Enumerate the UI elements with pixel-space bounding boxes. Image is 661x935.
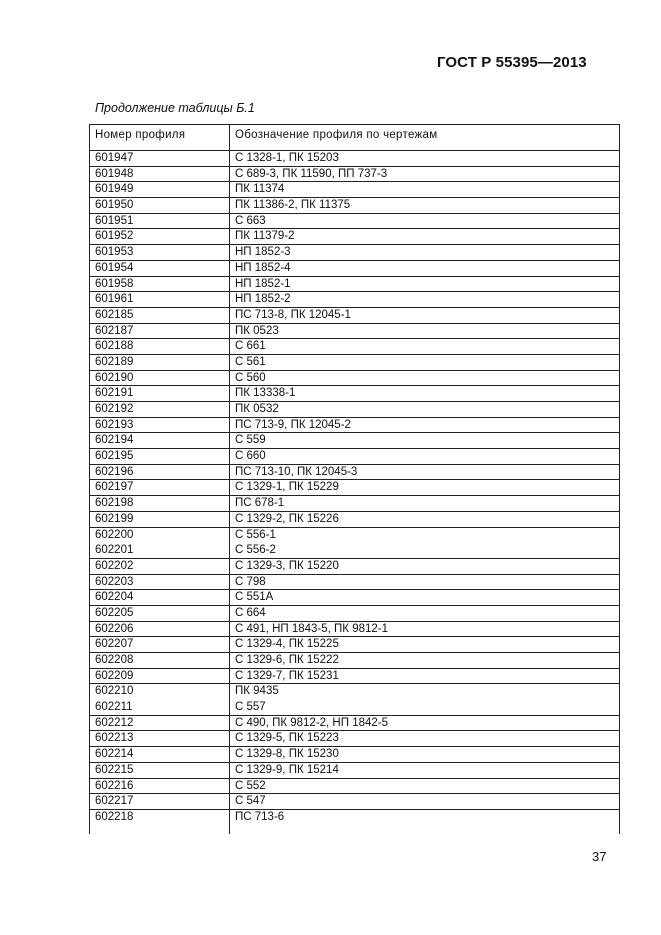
profile-number-cell: 602193 [95, 418, 134, 431]
table-caption: Продолжение таблицы Б.1 [95, 101, 255, 115]
profile-number-cell: 602190 [95, 371, 134, 384]
table-row [90, 779, 619, 795]
profile-number-cell: 602203 [95, 575, 134, 588]
column-header-designation: Обозначение профиля по чертежам [235, 129, 438, 141]
profile-designation-cell: ПК 11379-2 [235, 230, 295, 243]
profile-number-cell: 602216 [95, 779, 134, 792]
profile-designation-cell: С 663 [235, 214, 266, 227]
profile-number-cell: 602212 [95, 716, 134, 729]
profile-designation-cell: ПС 713-9, ПК 12045-2 [235, 418, 351, 431]
profile-designation-cell: С 1329-8, ПК 15230 [235, 748, 339, 761]
profile-number-cell: 602218 [95, 810, 134, 823]
table-row [90, 151, 619, 167]
profile-number-cell: 602188 [95, 340, 134, 353]
table-row [90, 669, 619, 685]
profile-designation-cell: С 1329-1, ПК 15229 [235, 481, 339, 494]
table-row [90, 198, 619, 214]
table-row [90, 559, 619, 575]
profile-number-cell: 602202 [95, 559, 134, 572]
profile-designation-cell: ПК 11386-2, ПК 11375 [235, 199, 351, 212]
profile-number-cell: 602217 [95, 795, 134, 808]
table-row [90, 575, 619, 591]
profile-number-cell: 602215 [95, 763, 134, 776]
table-row [90, 700, 619, 716]
profile-designation-cell: НП 1852-3 [235, 246, 291, 259]
table-row [90, 622, 619, 638]
table-row [90, 433, 619, 449]
table-row [90, 653, 619, 669]
profile-number-cell: 602205 [95, 606, 134, 619]
table-row [90, 355, 619, 371]
profile-designation-cell: НП 1852-2 [235, 293, 291, 306]
table-row [90, 371, 619, 387]
profile-designation-cell: ПК 11374 [235, 183, 285, 196]
profile-designation-cell: С 1329-7, ПК 15231 [235, 669, 339, 682]
profile-designation-cell: НП 1852-1 [235, 277, 291, 290]
profile-number-cell: 601947 [95, 152, 134, 164]
profile-number-cell: 601949 [95, 183, 134, 196]
table-row [90, 167, 619, 183]
profile-designation-cell: С 1329-6, ПК 15222 [235, 654, 339, 666]
profile-designation-cell: С 1329-9, ПК 15214 [235, 763, 339, 776]
profile-number-cell: 601950 [95, 199, 134, 212]
profile-number-cell: 601952 [95, 230, 134, 243]
table-row [90, 606, 619, 622]
profile-designation-cell: ПС 713-10, ПК 12045-3 [235, 465, 358, 478]
table-row [90, 308, 619, 324]
profile-designation-cell: С 547 [235, 795, 266, 808]
profile-number-cell: 602199 [95, 512, 134, 525]
profile-number-cell: 602209 [95, 669, 134, 682]
table-row [90, 402, 619, 418]
profile-designation-cell: С 1329-2, ПК 15226 [235, 512, 339, 525]
page-number: 37 [592, 849, 607, 864]
profile-number-cell: 602204 [95, 591, 134, 604]
table-row [90, 261, 619, 277]
profile-number-cell: 601948 [95, 167, 134, 180]
table-row [90, 763, 619, 779]
profile-designation-cell: С 561 [235, 355, 266, 368]
table-row [90, 528, 619, 544]
table-row [90, 747, 619, 763]
profile-number-cell: 602211 [95, 701, 133, 714]
profile-designation-cell: ПС 678-1 [235, 497, 285, 510]
profile-designation-cell: С 490, ПК 9812-2, НП 1842-5 [235, 716, 389, 729]
table-row [90, 590, 619, 606]
profile-number-cell: 602194 [95, 434, 134, 447]
table-row [90, 449, 619, 465]
table-row [90, 543, 619, 559]
profile-designation-cell: С 560 [235, 371, 266, 384]
profile-designation-cell: С 1329-3, ПК 15220 [235, 559, 339, 572]
profile-number-cell: 602191 [95, 387, 134, 400]
profile-number-cell: 602201 [95, 544, 134, 557]
profile-number-cell: 602214 [95, 748, 134, 761]
table-row [90, 324, 619, 340]
profile-number-cell: 602185 [95, 308, 134, 321]
table-row [90, 339, 619, 355]
profile-number-cell: 601954 [95, 261, 134, 274]
profile-designation-cell: С 1328-1, ПК 15203 [235, 152, 339, 164]
profile-designation-cell: С 556-2 [235, 544, 276, 557]
profile-table [89, 124, 620, 834]
table-row [90, 731, 619, 747]
table-body [90, 151, 619, 826]
profile-number-cell: 602198 [95, 497, 134, 510]
profile-number-cell: 602197 [95, 481, 134, 494]
table-row [90, 496, 619, 512]
profile-number-cell: 602196 [95, 465, 134, 478]
table-row [90, 214, 619, 230]
profile-number-cell: 601953 [95, 246, 134, 259]
profile-number-cell: 602187 [95, 324, 134, 337]
table-row [90, 277, 619, 293]
table-row [90, 386, 619, 402]
profile-designation-cell: С 559 [235, 434, 266, 447]
profile-designation-cell: С 798 [235, 575, 266, 588]
table-header [90, 125, 619, 151]
table-row [90, 418, 619, 434]
profile-number-cell: 602189 [95, 355, 134, 368]
column-header-number: Номер профиля [95, 129, 186, 141]
table-row [90, 716, 619, 732]
profile-number-cell: 601951 [95, 214, 134, 227]
profile-number-cell: 602213 [95, 732, 134, 745]
table-row [90, 465, 619, 481]
profile-number-cell: 602195 [95, 450, 134, 463]
profile-designation-cell: С 551А [235, 591, 274, 604]
profile-number-cell: 602207 [95, 638, 134, 651]
profile-number-cell: 602210 [95, 685, 134, 698]
profile-designation-cell: ПС 713-6 [235, 810, 285, 823]
table-row [90, 684, 619, 700]
profile-number-cell: 602206 [95, 622, 134, 635]
table-row [90, 637, 619, 653]
profile-designation-cell: С 491, НП 1843-5, ПК 9812-1 [235, 622, 389, 635]
profile-designation-cell: С 664 [235, 606, 266, 619]
table-row [90, 292, 619, 308]
profile-number-cell: 602200 [95, 528, 134, 541]
profile-number-cell: 601958 [95, 277, 134, 290]
profile-designation-cell: С 1329-4, ПК 15225 [235, 638, 339, 651]
profile-designation-cell: ПК 0523 [235, 324, 279, 337]
profile-designation-cell: С 552 [235, 779, 266, 792]
table-row [90, 245, 619, 261]
profile-designation-cell: С 689-3, ПК 11590, ПП 737-3 [235, 167, 388, 180]
profile-designation-cell: С 556-1 [235, 528, 276, 541]
table-row [90, 794, 619, 810]
profile-designation-cell: ПК 13338-1 [235, 387, 296, 400]
profile-number-cell: 602208 [95, 654, 134, 666]
profile-designation-cell: С 660 [235, 450, 266, 463]
standard-number: ГОСТ Р 55395—2013 [437, 54, 587, 71]
profile-designation-cell: НП 1852-4 [235, 261, 291, 274]
table-row [90, 229, 619, 245]
profile-designation-cell: С 557 [235, 701, 266, 714]
profile-number-cell: 602192 [95, 403, 134, 415]
table-row [90, 810, 619, 826]
table-row [90, 182, 619, 198]
profile-designation-cell: С 1329-5, ПК 15223 [235, 732, 339, 745]
profile-designation-cell: ПК 0532 [235, 403, 279, 415]
table-row [90, 480, 619, 496]
profile-designation-cell: ПС 713-8, ПК 12045-1 [235, 308, 351, 321]
profile-designation-cell: С 661 [235, 340, 266, 353]
table-row [90, 512, 619, 528]
profile-number-cell: 601961 [95, 293, 134, 306]
profile-designation-cell: ПК 9435 [235, 685, 279, 698]
